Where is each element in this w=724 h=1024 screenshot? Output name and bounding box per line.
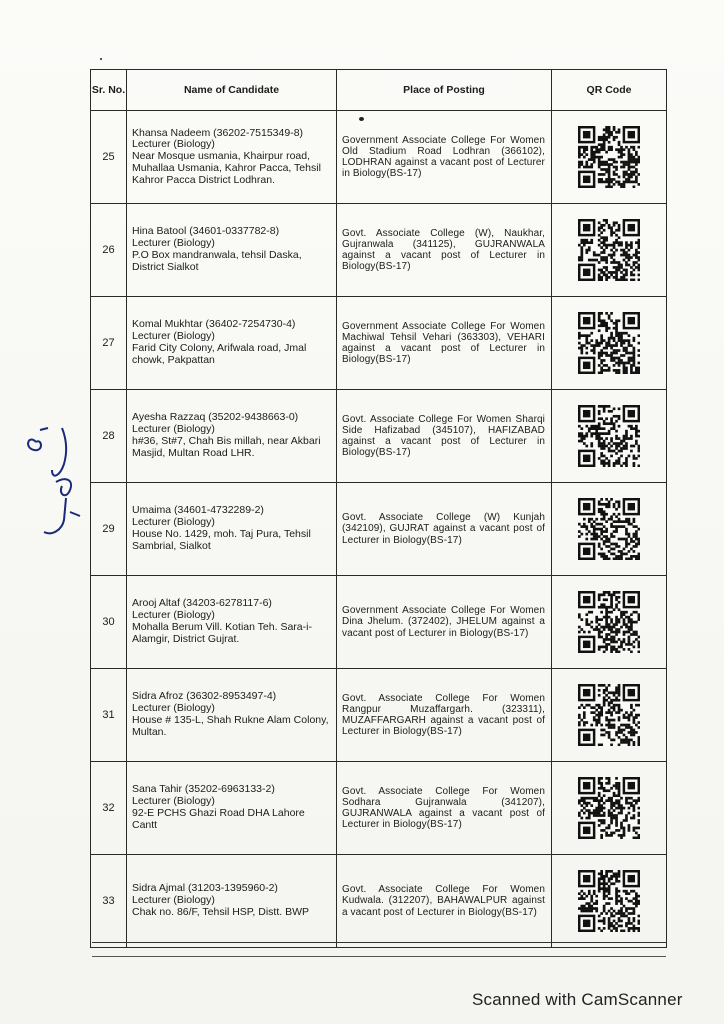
candidate-address: Farid City Colony, Arifwala road, Jmal chowk, Pakpattan xyxy=(132,342,307,366)
header-sr-no: Sr. No. xyxy=(91,70,127,111)
candidate-address: House No. 1429, moh. Taj Pura, Tehsil Sambrial, Sialkot xyxy=(132,528,311,552)
table-row xyxy=(91,483,667,576)
candidate-cell xyxy=(127,111,337,204)
qr-code-image xyxy=(578,312,640,374)
row-sr-number: 33 xyxy=(91,855,127,948)
place-of-posting: Govt. Associate College For Women Sodhara Gujranwala (341207), GUJRANWALA against a vacant post of Lecturer in Biology(BS-17) xyxy=(337,762,552,855)
candidate-cell xyxy=(127,204,337,297)
candidate-address: Chak no. 86/F, Tehsil HSP, Distt. BWP xyxy=(132,905,310,918)
candidate-name-cnic: Arooj Altaf (34203-6278117-6) xyxy=(132,597,272,610)
qr-cell xyxy=(552,297,667,390)
place-of-posting: Govt. Associate College For Women Kudwala. (312207), BAHAWALPUR against a vacant post of Lecturer in Biology(BS-17) xyxy=(337,855,552,948)
candidate-cell xyxy=(127,390,337,483)
place-of-posting: Govt. Associate College For Women Rangpur Muzaffargarh. (323311), MUZAFFARGARH against a vacant post of Lecturer in Biology(BS-17) xyxy=(337,669,552,762)
row-sr-number: 30 xyxy=(91,576,127,669)
candidate-address: h#36, St#7, Chah Bis millah, near Akbari Masjid, Multan Road LHR. xyxy=(132,435,321,459)
candidate-designation: Lecturer (Biology) xyxy=(132,894,215,907)
candidate-name-cnic: Sidra Ajmal (31203-1395960-2) xyxy=(132,882,278,895)
qr-code-image xyxy=(578,684,640,746)
row-sr-number: 32 xyxy=(91,762,127,855)
divider-line xyxy=(92,942,666,943)
candidate-cell xyxy=(127,576,337,669)
candidate-address: Near Mosque usmania, Khairpur road, Muhallaa Usmania, Kahror Pacca, Tehsil Kahror Pacca District Lodhran. xyxy=(132,150,321,186)
qr-cell xyxy=(552,390,667,483)
place-of-posting: Government Associate College For Women Old Stadium Road Lodhran (366102), LODHRAN against a vacant post of Lecturer in Biology(BS-17) xyxy=(337,111,552,204)
row-sr-number: 28 xyxy=(91,390,127,483)
candidate-address: 92-E PCHS Ghazi Road DHA Lahore Cantt xyxy=(132,807,305,831)
candidate-cell xyxy=(127,855,337,948)
header-qr: QR Code xyxy=(552,70,667,111)
candidate-cell xyxy=(127,669,337,762)
header-place: Place of Posting xyxy=(337,70,552,111)
qr-code-image xyxy=(578,405,640,467)
place-of-posting: Government Associate College For Women Dina Jhelum. (372402), JHELUM against a vacant post of Lecturer in Biology(BS-17) xyxy=(337,576,552,669)
candidate-address: Mohalla Berum Vill. Kotian Teh. Sara-i-Alamgir, District Gujrat. xyxy=(132,621,312,645)
table-row xyxy=(91,855,667,948)
row-sr-number: 27 xyxy=(91,297,127,390)
row-sr-number: 29 xyxy=(91,483,127,576)
candidate-address: House # 135-L, Shah Rukne Alam Colony, Multan. xyxy=(132,714,329,738)
scanner-watermark: Scanned with CamScanner xyxy=(472,990,683,1009)
qr-cell xyxy=(552,204,667,297)
candidate-designation: Lecturer (Biology) xyxy=(132,138,215,151)
table-header-row xyxy=(91,70,667,111)
qr-code-image xyxy=(578,777,640,839)
candidate-cell xyxy=(127,762,337,855)
place-of-posting: Govt. Associate College For Women Sharqi Side Hafizabad (345107), HAFIZABAD against a vacant post of Lecturer in Biology(BS-17) xyxy=(337,390,552,483)
candidate-designation: Lecturer (Biology) xyxy=(132,609,215,622)
candidate-designation: Lecturer (Biology) xyxy=(132,237,215,250)
qr-code-image xyxy=(578,498,640,560)
place-of-posting: Government Associate College For Women Machiwal Tehsil Vehari (363303), VEHARI against a vacant post of Lecturer in Biology(BS-17) xyxy=(337,297,552,390)
candidate-designation: Lecturer (Biology) xyxy=(132,516,215,529)
qr-cell xyxy=(552,762,667,855)
header-name: Name of Candidate xyxy=(127,70,337,111)
candidate-designation: Lecturer (Biology) xyxy=(132,795,215,808)
candidate-name-cnic: Ayesha Razzaq (35202-9438663-0) xyxy=(132,411,299,424)
speck xyxy=(100,58,102,60)
candidate-designation: Lecturer (Biology) xyxy=(132,423,215,436)
table-row xyxy=(91,669,667,762)
candidate-posting-table xyxy=(90,69,667,948)
candidate-name-cnic: Hina Batool (34601-0337782-8) xyxy=(132,225,280,238)
row-sr-number: 25 xyxy=(91,111,127,204)
table-row xyxy=(91,111,667,204)
place-of-posting: Govt. Associate College (W) Kunjah (342109), GUJRAT against a vacant post of Lecturer in Biology(BS-17) xyxy=(337,483,552,576)
candidate-name-cnic: Komal Mukhtar (36402-7254730-4) xyxy=(132,318,296,331)
candidate-designation: Lecturer (Biology) xyxy=(132,330,215,343)
qr-cell xyxy=(552,855,667,948)
qr-cell xyxy=(552,483,667,576)
qr-cell xyxy=(552,576,667,669)
place-of-posting: Govt. Associate College (W), Naukhar, Gujranwala (341125), GUJRANWALA against a vacant post of Lecturer in Biology(BS-17) xyxy=(337,204,552,297)
table-row xyxy=(91,204,667,297)
candidate-name-cnic: Sana Tahir (35202-6963133-2) xyxy=(132,783,275,796)
table-row xyxy=(91,762,667,855)
candidate-cell xyxy=(127,483,337,576)
qr-code-image xyxy=(578,219,640,281)
qr-cell xyxy=(552,111,667,204)
candidate-name-cnic: Umaima (34601-4732289-2) xyxy=(132,504,264,517)
qr-code-image xyxy=(578,126,640,188)
candidate-designation: Lecturer (Biology) xyxy=(132,702,215,715)
candidate-cell xyxy=(127,297,337,390)
row-sr-number: 31 xyxy=(91,669,127,762)
divider-line-secondary xyxy=(92,956,666,957)
row-sr-number: 26 xyxy=(91,204,127,297)
qr-cell xyxy=(552,669,667,762)
candidate-name-cnic: Sidra Afroz (36302-8953497-4) xyxy=(132,690,277,703)
candidate-address: P.O Box mandranwala, tehsil Daska, District Sialkot xyxy=(132,249,302,273)
table-row xyxy=(91,297,667,390)
table-row xyxy=(91,390,667,483)
qr-code-image xyxy=(578,591,640,653)
table-row xyxy=(91,576,667,669)
candidate-name-cnic: Khansa Nadeem (36202-7515349-8) xyxy=(132,126,304,139)
qr-code-image xyxy=(578,870,640,932)
